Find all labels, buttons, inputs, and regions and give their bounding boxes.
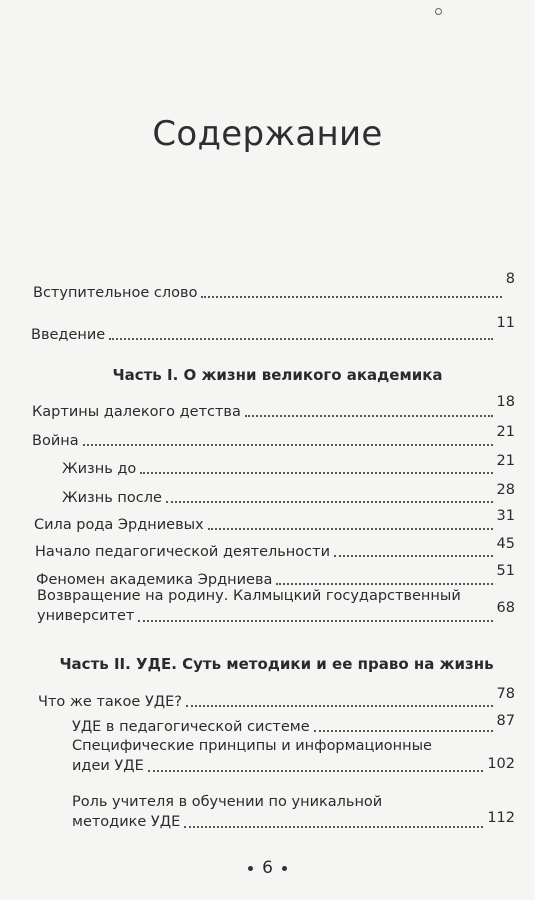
toc-entry-label: Картины далекого детства: [32, 404, 241, 420]
toc-entry-page: 11: [496, 315, 515, 331]
toc-leader-dots: [166, 501, 493, 503]
toc-entry-label: Вступительное слово: [33, 285, 198, 301]
toc-entry-page: 8: [505, 271, 515, 287]
toc-entry-label-line2: университет: [37, 608, 135, 624]
toc-entry-childhood[interactable]: [32, 394, 515, 421]
toc-entry-life-before[interactable]: [62, 453, 515, 478]
part-1-heading: Часть I. О жизни великого академика: [112, 366, 443, 384]
toc-leader-dots: [140, 472, 492, 474]
page-footer: [0, 858, 535, 878]
toc-entry-intro-word[interactable]: [33, 271, 515, 302]
toc-entry-line2: [37, 600, 515, 626]
toc-leader-dots: [186, 705, 493, 707]
toc-entry-label: Война: [32, 433, 79, 449]
toc-entry-label: Феномен академика Эрдниева: [36, 572, 273, 588]
toc-leader-dots: [208, 528, 493, 530]
toc-entry-page: 68: [496, 600, 515, 616]
part-2-heading: Часть II. УДЕ. Суть методики и ее право на жизнь: [59, 655, 494, 673]
toc-entry-teacher-role[interactable]: [72, 792, 515, 832]
toc-leader-dots: [148, 770, 484, 772]
toc-leader-dots: [276, 583, 492, 585]
toc-entry-label: Начало педагогической деятельности: [35, 544, 330, 560]
toc-entry-ude-system[interactable]: [72, 713, 515, 736]
toc-entry-war[interactable]: [32, 424, 515, 450]
toc-entry-label: Жизнь после: [62, 490, 162, 506]
toc-entry-line2: [72, 756, 515, 776]
toc-entry-introduction[interactable]: [31, 315, 515, 344]
toc-entry-label: Сила рода Эрдниевых: [34, 517, 204, 533]
page-number: 6: [262, 858, 273, 878]
page-title: Содержание: [152, 114, 383, 154]
toc-leader-dots: [138, 620, 492, 622]
toc-entry-page: 102: [487, 756, 515, 772]
toc-entry-label-line2: идеи УДЕ: [72, 758, 144, 774]
toc-leader-dots: [184, 826, 483, 828]
toc-entry-what-is-ude[interactable]: [38, 686, 515, 711]
toc-entry-label: УДЕ в педагогической системе: [72, 719, 310, 735]
toc-entry-page: 21: [496, 424, 515, 440]
toc-leader-dots: [245, 415, 493, 417]
toc-entry-family-strength[interactable]: [34, 508, 515, 534]
toc-entry-return-home[interactable]: [37, 586, 515, 626]
toc-entry-life-after[interactable]: [62, 482, 515, 507]
toc-entry-page: 112: [487, 810, 515, 826]
bullet-icon: [282, 866, 287, 871]
toc-leader-dots: [109, 338, 492, 340]
toc-entry-page: 31: [496, 508, 515, 524]
bullet-icon: [248, 866, 253, 871]
toc-leader-dots: [83, 444, 493, 446]
toc-entry-page: 18: [496, 394, 515, 410]
toc-entry-label-line2: методике УДЕ: [72, 814, 181, 830]
toc-entry-page: 51: [496, 563, 515, 579]
toc-entry-page: 87: [496, 713, 515, 729]
toc-leader-dots: [314, 730, 493, 732]
toc-entry-principles[interactable]: [72, 736, 515, 776]
toc-entry-label-line1: Возвращение на родину. Калмыцкий государственный: [37, 588, 461, 604]
toc-leader-dots: [334, 555, 493, 557]
toc-entry-label-line1: Роль учителя в обучении по уникальной: [72, 794, 383, 810]
toc-entry-page: 21: [496, 453, 515, 469]
toc-entry-page: 78: [496, 686, 515, 702]
toc-leader-dots: [201, 296, 501, 298]
toc-entry-teaching-start[interactable]: [35, 536, 515, 561]
toc-entry-line2: [72, 812, 515, 832]
toc-entry-page: 28: [496, 482, 515, 498]
toc-entry-label: Жизнь до: [62, 461, 137, 477]
toc-entry-label-line1: Специфические принципы и информационные: [72, 738, 432, 754]
toc-entry-label: Что же такое УДЕ?: [38, 694, 182, 710]
toc-entry-page: 45: [496, 536, 515, 552]
toc-entry-label: Введение: [31, 327, 106, 343]
